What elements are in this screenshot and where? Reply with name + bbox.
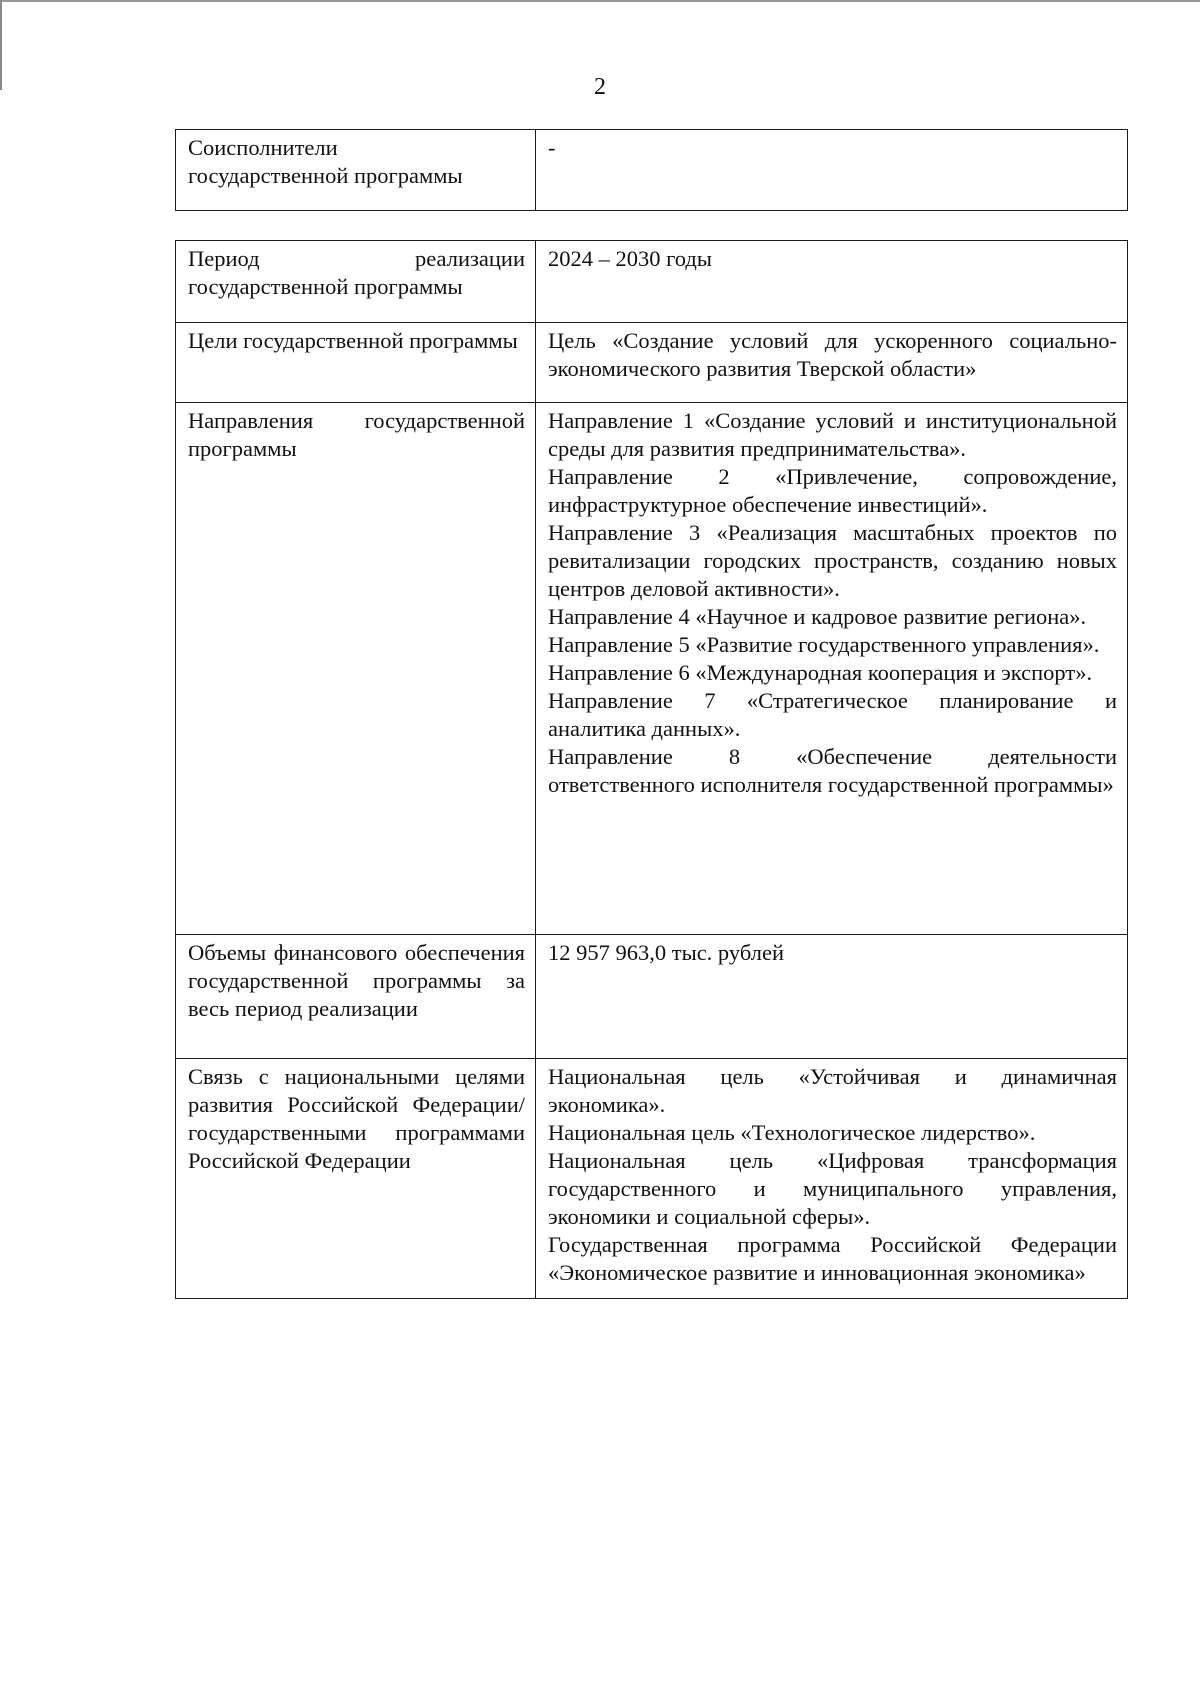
- scan-edge-top: [0, 0, 1200, 2]
- direction-item: Направление 2 «Привлечение, сопровождение, инфраструктурное обеспечение инвестиций».: [548, 464, 1117, 517]
- links-label: Связь с национальными целями развития Российской Федерации/государственными программами Российской Федерации: [176, 1059, 536, 1299]
- direction-item: Направление 7 «Стратегическое планирование и аналитика данных».: [548, 688, 1117, 741]
- funding-value: 12 957 963,0 тыс. рублей: [536, 935, 1128, 1059]
- table-row: [176, 323, 1128, 403]
- direction-item: Направление 4 «Научное и кадровое развитие региона».: [548, 604, 1087, 629]
- coexecutors-table: [175, 129, 1128, 211]
- link-item: Государственная программа Российской Федерации «Экономическое развитие и инновационная экономика»: [548, 1232, 1117, 1285]
- direction-item: Направление 5 «Развитие государственного управления».: [548, 632, 1100, 657]
- link-item: Национальная цель «Технологическое лидерство».: [548, 1120, 1036, 1145]
- table-row: [176, 130, 1128, 211]
- direction-item: Направление 6 «Международная кооперация и экспорт».: [548, 660, 1093, 685]
- directions-list: [536, 403, 1128, 935]
- table-row: [176, 935, 1128, 1059]
- direction-item: Направление 3 «Реализация масштабных проектов по ревитализации городских пространств, созданию новых центров деловой активности».: [548, 520, 1117, 601]
- period-label: Период реализации государственной программы: [176, 241, 536, 323]
- coexecutors-label: Соисполнители государственной программы: [176, 130, 536, 211]
- table-row: [176, 1059, 1128, 1299]
- table-row: [176, 241, 1128, 323]
- direction-item: Направление 1 «Создание условий и институциональной среды для развития предпринимательства».: [548, 408, 1117, 461]
- link-item: Национальная цель «Устойчивая и динамичная экономика».: [548, 1064, 1117, 1117]
- coexecutors-value: -: [536, 130, 1128, 211]
- directions-label: Направления государственной программы: [176, 403, 536, 935]
- link-item: Национальная цель «Цифровая трансформация государственного и муниципального управления, экономики и социальной сферы».: [548, 1148, 1117, 1229]
- goals-value: Цель «Создание условий для ускоренного социально-экономического развития Тверской области»: [536, 323, 1128, 403]
- page-number: 2: [594, 74, 606, 100]
- direction-item: Направление 8 «Обеспечение деятельности ответственного исполнителя государственной программы»: [548, 744, 1117, 797]
- program-passport-table: [175, 240, 1128, 1299]
- table-row: [176, 403, 1128, 935]
- links-list: [536, 1059, 1128, 1299]
- goals-label: Цели государственной программы: [176, 323, 536, 403]
- funding-label: Объемы финансового обеспечения государственной программы за весь период реализации: [176, 935, 536, 1059]
- period-value: 2024 – 2030 годы: [536, 241, 1128, 323]
